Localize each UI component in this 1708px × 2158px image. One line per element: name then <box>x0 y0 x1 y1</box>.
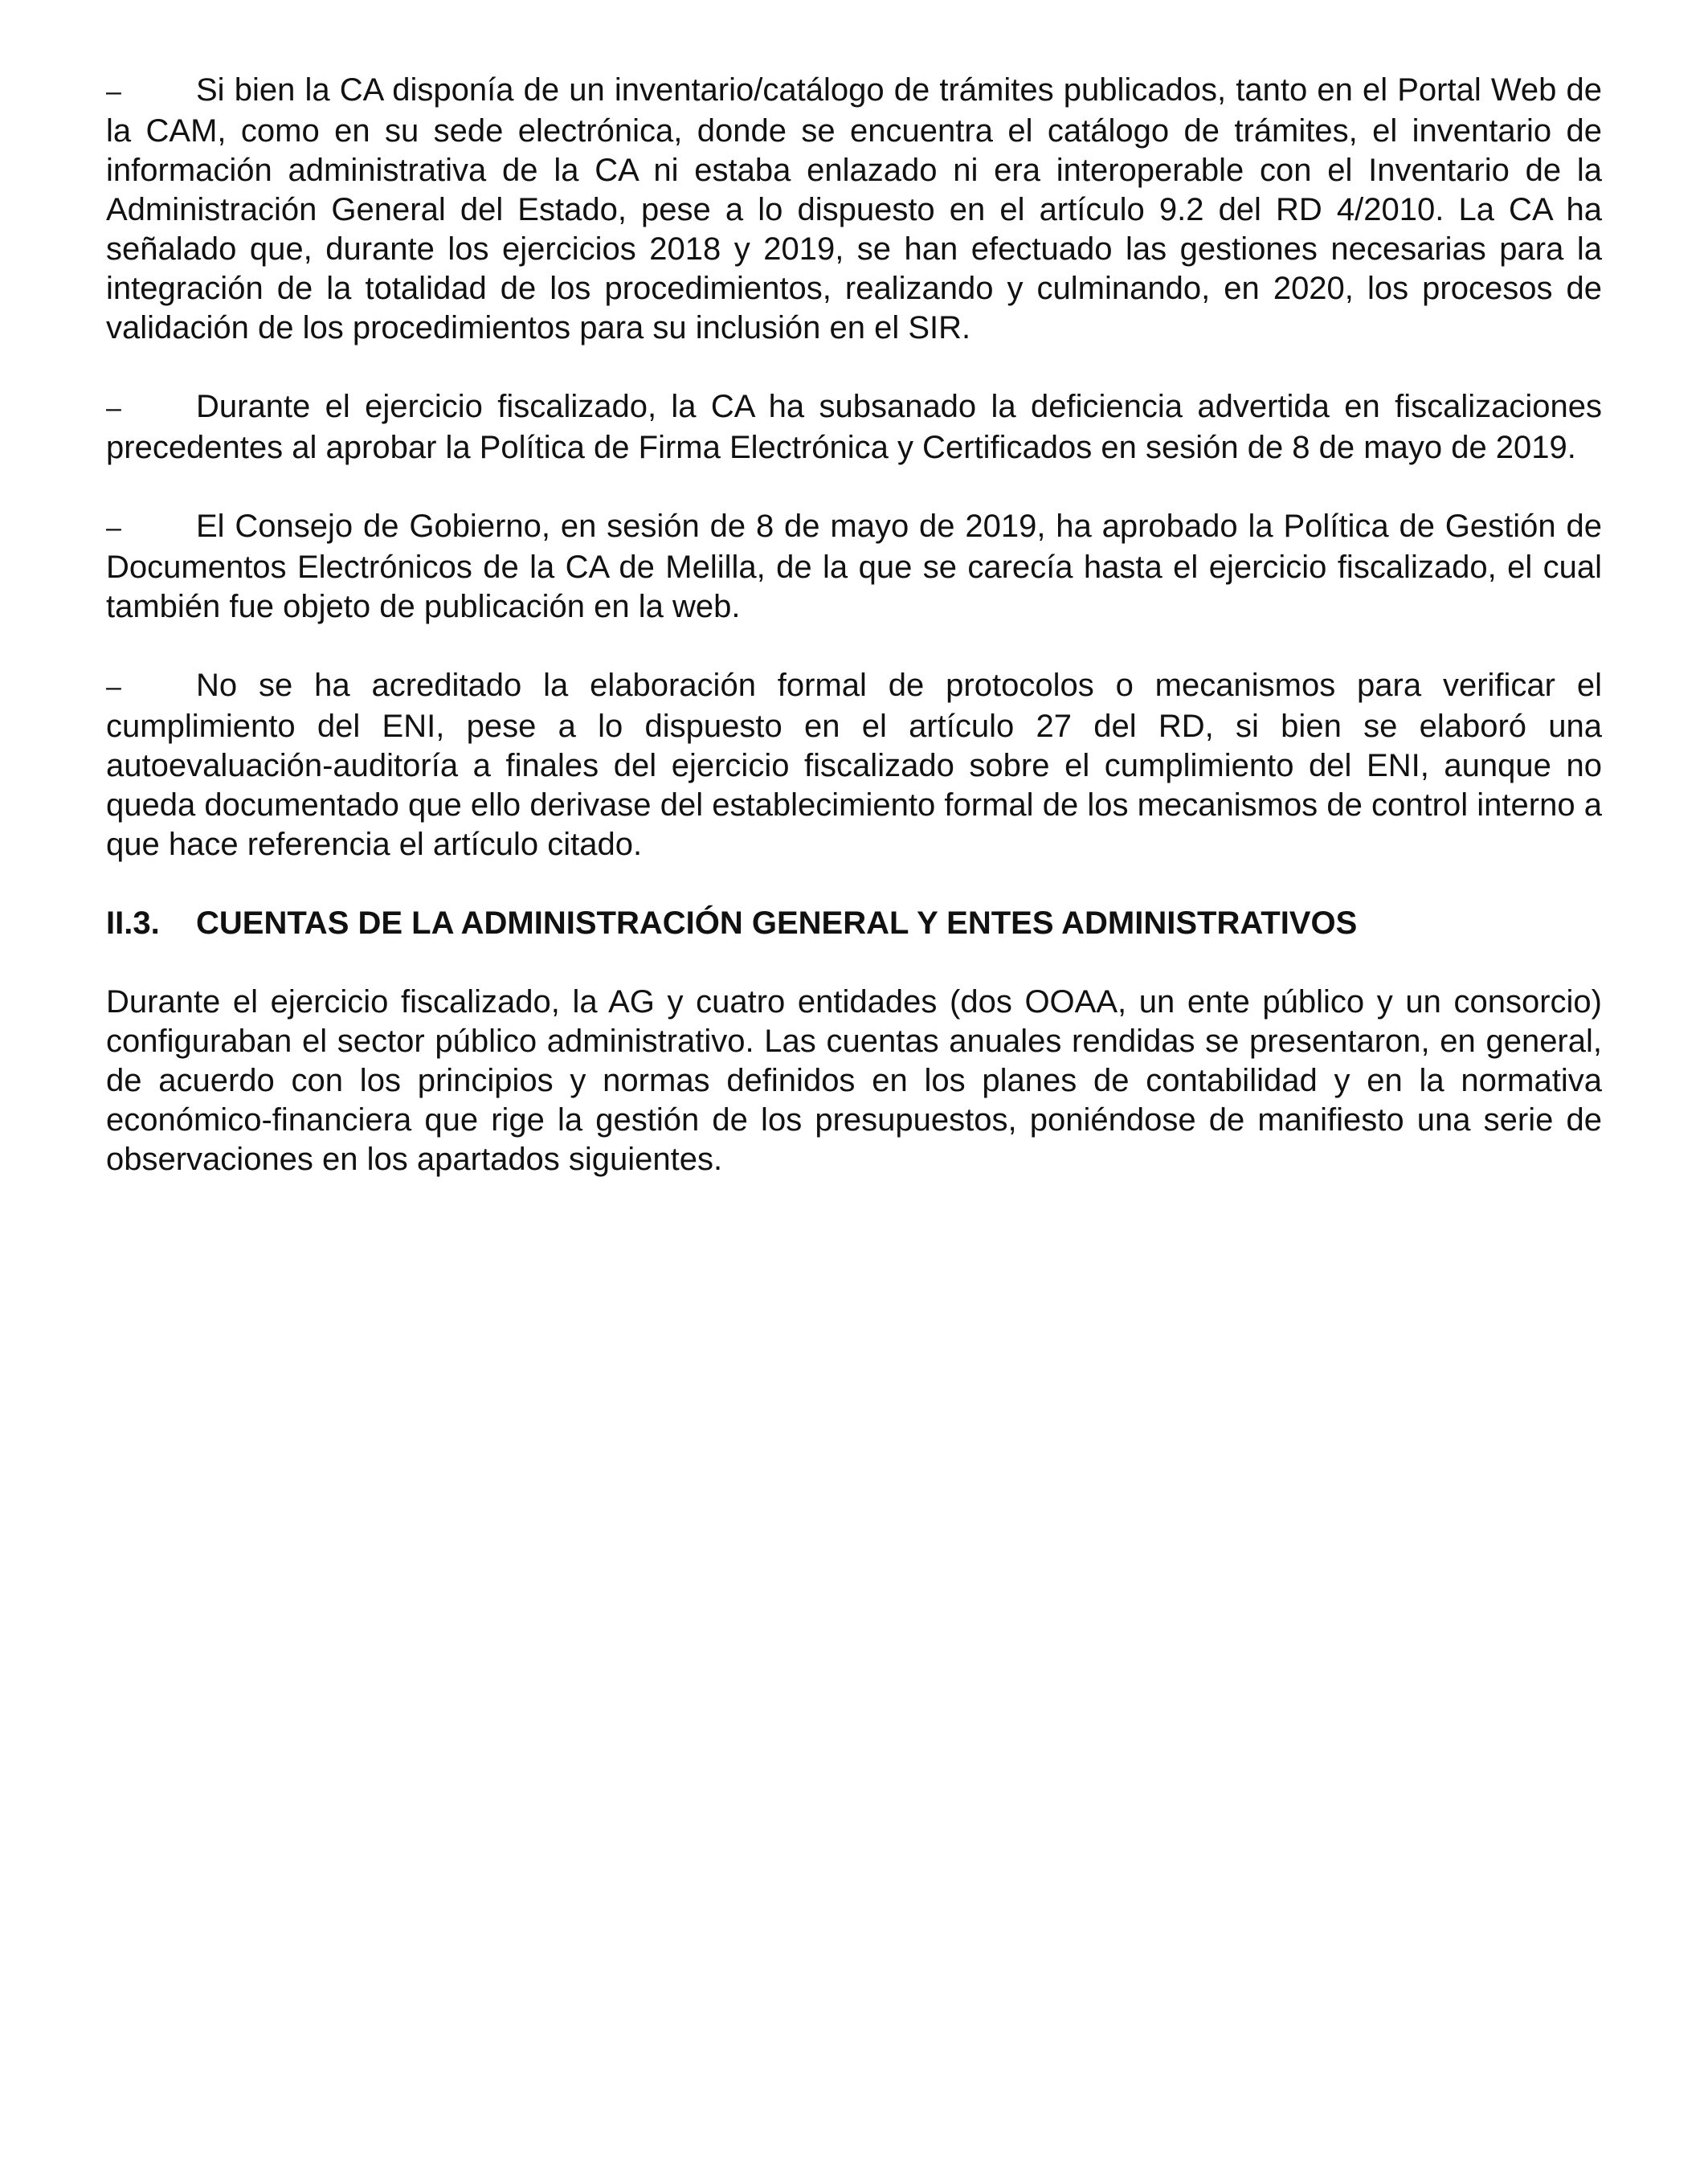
section-heading <box>106 904 1602 943</box>
dash-marker: – <box>106 513 121 543</box>
section-title: CUENTAS DE LA ADMINISTRACIÓN GENERAL Y ENTES ADMINISTRATIVOS <box>196 905 1358 941</box>
dash-marker: – <box>106 393 121 423</box>
bullet-text: No se ha acreditado la elaboración formal de protocolos o mecanismos para verificar el cumplimiento del ENI, pese a lo dispuesto en el artículo 27 del RD, si bien se elaboró una autoevaluación-auditoría a finales del ejercicio fiscalizado sobre el cumplimiento del ENI, aunque no queda documentado que ello derivase del establecimiento formal de los mecanismos de control interno a que hace referencia el artículo citado. <box>106 668 1602 862</box>
dash-marker: – <box>106 76 121 107</box>
bullet-text: Durante el ejercicio fiscalizado, la CA ha subsanado la deficiencia advertida en fiscalizaciones precedentes al aprobar la Política de Firma Electrónica y Certificados en sesión de 8 de mayo de 2019. <box>106 389 1602 465</box>
bullet-item-inventory <box>106 71 1602 348</box>
body-paragraph: Durante el ejercicio fiscalizado, la AG y cuatro entidades (dos OOAA, un ente público y un consorcio) configuraban el sector público administrativo. Las cuentas anuales rendidas se presentaron, en general, de acuerdo con los principios y normas definidos en los planes de contabilidad y en la normativa económico-financiera que rige la gestión de los presupuestos, poniéndose de manifiesto una serie de observaciones en los apartados siguientes. <box>106 984 1602 1177</box>
document-page <box>106 71 1602 1179</box>
bullet-item-signature-policy <box>106 387 1602 468</box>
bullet-item-eni-protocols <box>106 666 1602 864</box>
dash-marker: – <box>106 672 121 702</box>
bullet-item-document-policy <box>106 507 1602 627</box>
bullet-text: El Consejo de Gobierno, en sesión de 8 de mayo de 2019, ha aprobado la Política de Gestión de Documentos Electrónicos de la CA de Melilla, de la que se carecía hasta el ejercicio fiscalizado, el cual también fue objeto de publicación en la web. <box>106 509 1602 624</box>
bullet-text: Si bien la CA disponía de un inventario/catálogo de trámites publicados, tanto en el Portal Web de la CAM, como en su sede electrónica, donde se encuentra el catálogo de trámites, el inventario de información administrativa de la CA ni estaba enlazado ni era interoperable con el Inventario de la Administración General del Estado, pese a lo dispuesto en el artículo 9.2 del RD 4/2010. La CA ha señalado que, durante los ejercicios 2018 y 2019, se han efectuado las gestiones necesarias para la integración de la totalidad de los procedimientos, realizando y culminando, en 2020, los procesos de validación de los procedimientos para su inclusión en el SIR. <box>106 72 1602 345</box>
section-number: II.3. <box>106 905 160 941</box>
